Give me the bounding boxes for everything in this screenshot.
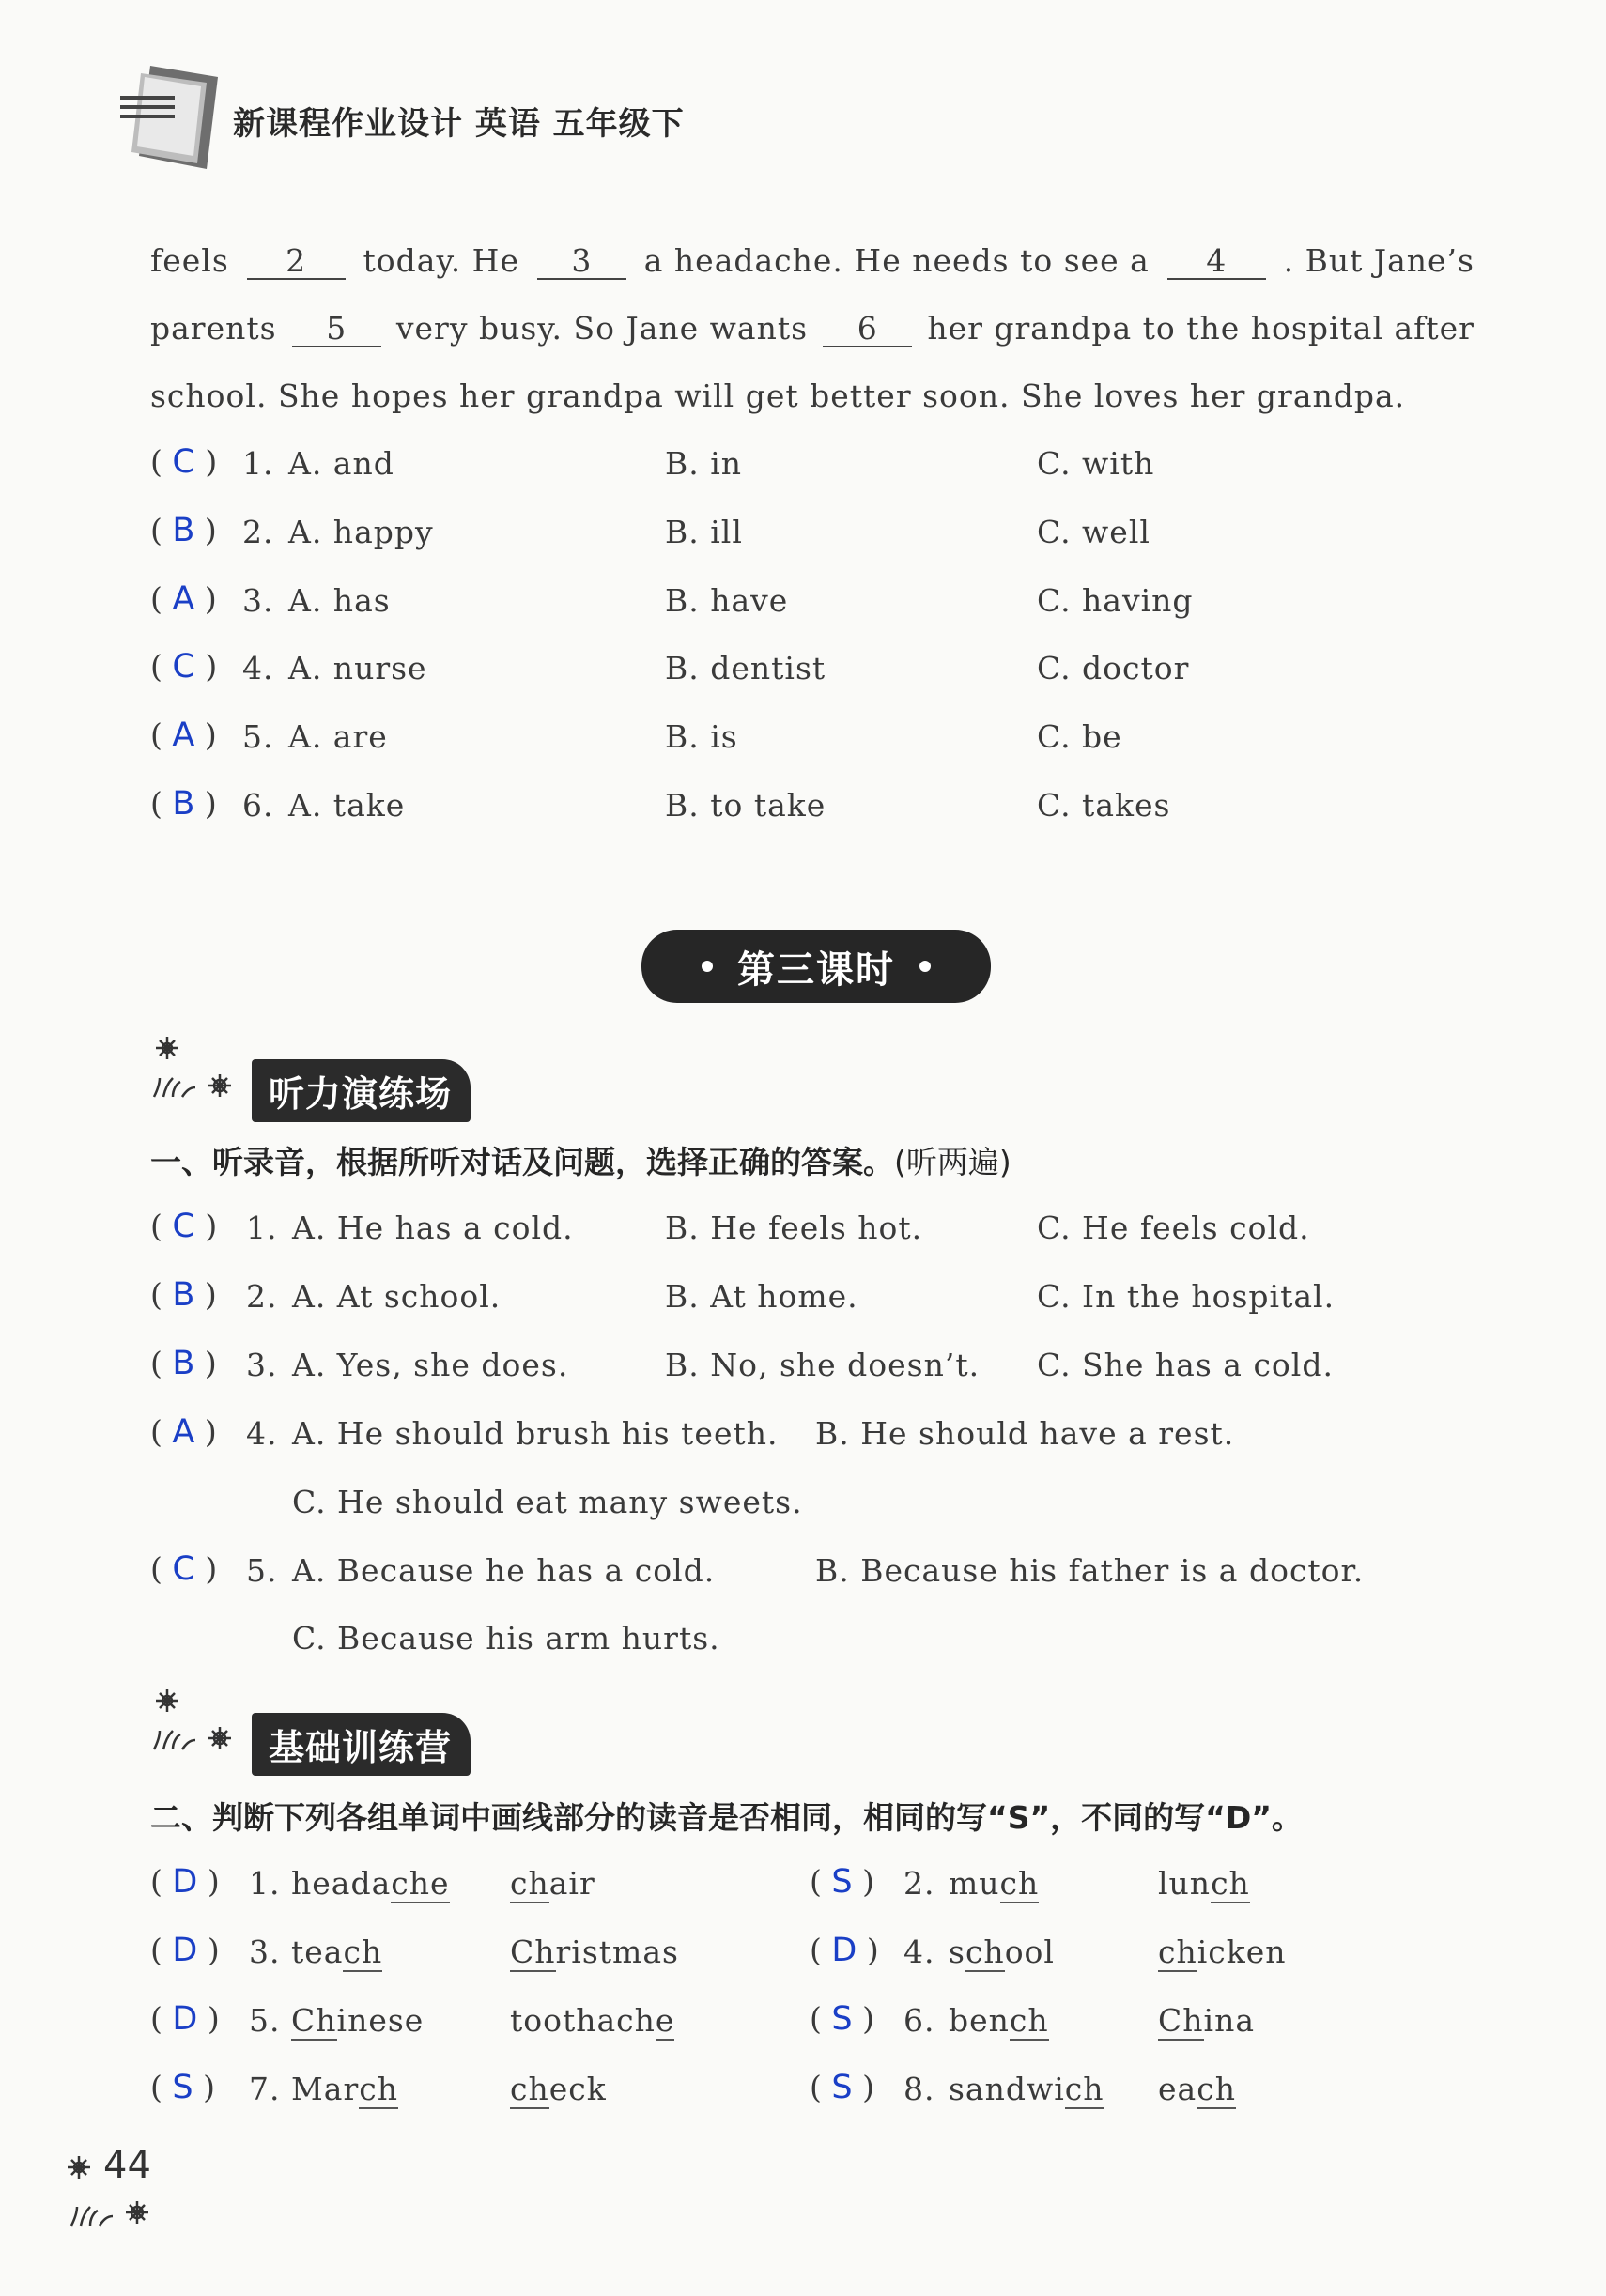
- word-1: bench: [949, 2002, 1049, 2039]
- word-1: teach: [291, 1934, 383, 1970]
- answer: D: [172, 1932, 198, 1969]
- word-1: school: [949, 1934, 1055, 1970]
- word-1: Chinese: [291, 2002, 425, 2039]
- header-title: 新课程作业设计 英语 五年级下: [233, 105, 685, 143]
- passage-line-2: parents 5 very busy. So Jane wants 6 her grandpa to the hospital after: [150, 310, 1475, 347]
- lesson-title: 第三课时: [737, 948, 895, 992]
- word-2: lunch: [1158, 1865, 1250, 1902]
- word-1: much: [949, 1865, 1040, 1902]
- book-icon: [113, 58, 225, 171]
- word-2: chair: [510, 1865, 595, 1902]
- flower-grass-icon: [150, 1686, 244, 1761]
- blank-2: 2: [247, 244, 346, 280]
- listening-instruction: 一、听录音，根据所听对话及问题，选择正确的答案。(听两遍): [150, 1144, 1011, 1180]
- answer: C: [172, 443, 195, 481]
- word-2: Christmas: [510, 1934, 679, 1970]
- word-2: toothache: [510, 2002, 675, 2039]
- answer: D: [831, 1932, 857, 1969]
- word-1: March: [291, 2071, 398, 2107]
- blank-4: 4: [1167, 244, 1266, 280]
- basics-instruction: 二、判断下列各组单词中画线部分的读音是否相同，相同的写“S”，不同的写“D”。: [150, 1799, 1303, 1836]
- answer: C: [172, 1550, 195, 1588]
- answer: B: [172, 1276, 195, 1314]
- answer: S: [831, 2000, 853, 2038]
- answer: A: [172, 1413, 195, 1451]
- word-1: headache: [291, 1865, 450, 1902]
- lesson-banner: [641, 930, 991, 1003]
- passage-line-1: feels 2 today. He 3 a headache. He needs to see a 4 . But Jane’s: [150, 242, 1475, 279]
- blank-6: 6: [823, 312, 912, 347]
- blank-5: 5: [292, 312, 381, 347]
- answer: B: [172, 512, 195, 549]
- answer: B: [172, 1345, 195, 1382]
- answer: S: [172, 2069, 193, 2106]
- page-number: 44: [103, 2144, 151, 2187]
- word-1: sandwich: [949, 2071, 1104, 2107]
- passage-line-3: school. She hopes her grandpa will get better soon. She loves her grandpa.: [150, 378, 1406, 414]
- answer: A: [172, 717, 195, 754]
- word-2: each: [1158, 2071, 1236, 2107]
- bullet-icon: [702, 961, 713, 972]
- answer: D: [172, 2000, 198, 2038]
- bullet-icon: [919, 961, 931, 972]
- flower-grass-icon: [150, 1033, 244, 1108]
- word-2: China: [1158, 2002, 1255, 2039]
- answer: C: [172, 1208, 195, 1245]
- answer: S: [831, 2069, 853, 2106]
- answer: S: [831, 1863, 853, 1901]
- answer: B: [172, 785, 195, 823]
- basics-section-label: 基础训练营: [252, 1713, 471, 1776]
- answer: A: [172, 580, 195, 618]
- blank-3: 3: [537, 244, 626, 280]
- answer: D: [172, 1863, 198, 1901]
- answer: C: [172, 648, 195, 686]
- listening-section-label: 听力演练场: [252, 1059, 471, 1122]
- word-2: chicken: [1158, 1934, 1287, 1970]
- word-2: check: [510, 2071, 607, 2107]
